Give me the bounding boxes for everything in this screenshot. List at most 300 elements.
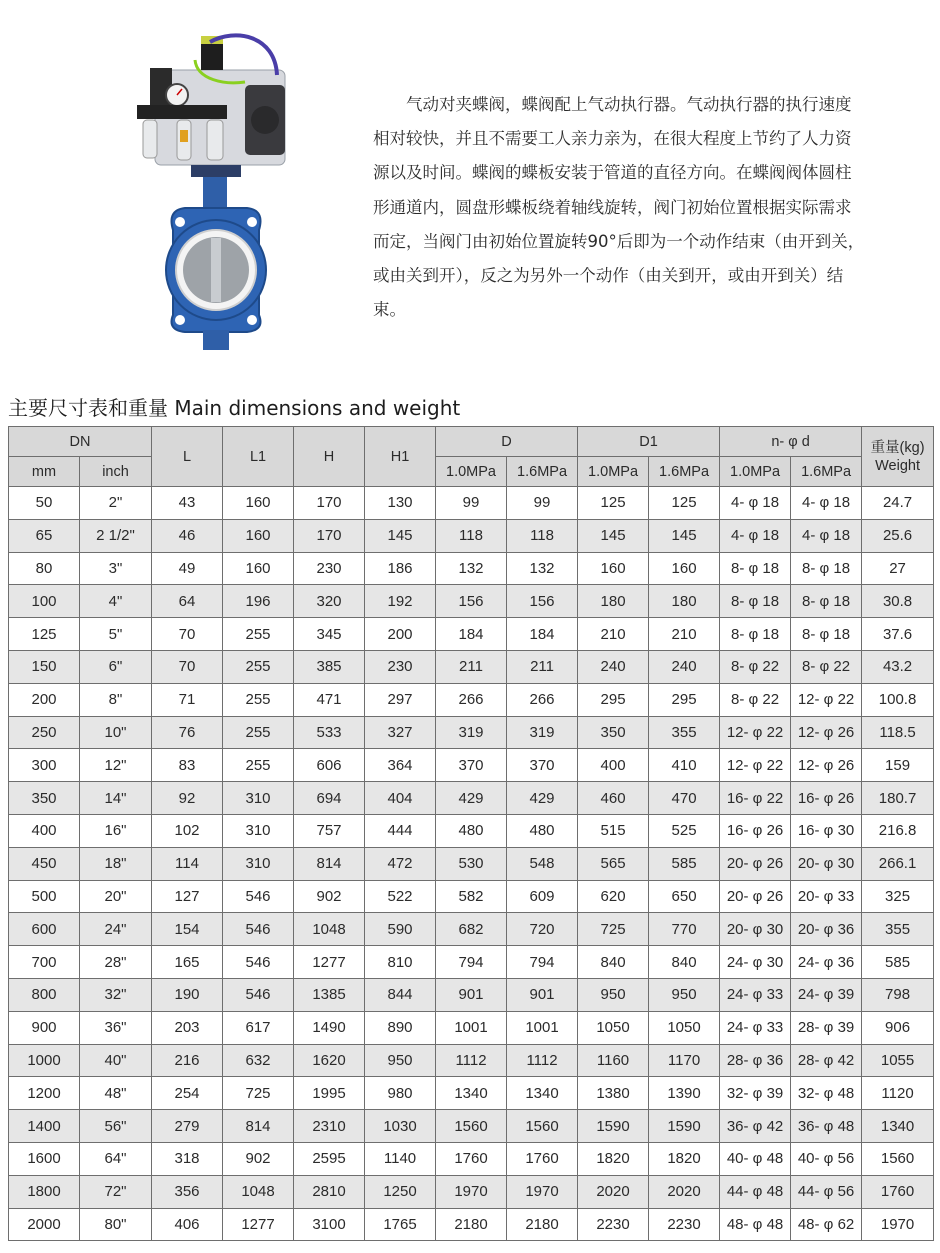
table-cell: 585 [862,946,934,979]
table-cell: 24- φ 30 [720,946,791,979]
table-cell: 16- φ 30 [791,814,862,847]
header-mm: mm [9,457,80,487]
table-cell: 310 [223,814,294,847]
table-cell: 1380 [578,1077,649,1110]
table-cell: 200 [9,683,80,716]
table-cell: 72" [80,1175,152,1208]
table-cell: 350 [9,782,80,815]
table-cell: 800 [9,978,80,1011]
table-cell: 180.7 [862,782,934,815]
table-cell: 682 [436,913,507,946]
table-cell: 1995 [294,1077,365,1110]
table-cell: 1050 [649,1011,720,1044]
table-cell: 24.7 [862,487,934,520]
table-cell: 1001 [507,1011,578,1044]
table-cell: 295 [649,683,720,716]
table-cell: 8" [80,683,152,716]
table-cell: 355 [862,913,934,946]
table-cell: 132 [507,552,578,585]
table-cell: 145 [365,519,436,552]
table-cell: 617 [223,1011,294,1044]
table-cell: 319 [436,716,507,749]
table-cell: 16" [80,814,152,847]
table-cell: 319 [507,716,578,749]
table-cell: 92 [152,782,223,815]
table-cell: 2810 [294,1175,365,1208]
table-cell: 1277 [223,1208,294,1241]
table-cell: 2000 [9,1208,80,1241]
table-cell: 1340 [862,1110,934,1143]
table-cell: 20- φ 26 [720,880,791,913]
table-row [9,1208,934,1241]
table-cell: 546 [223,880,294,913]
table-cell: 49 [152,552,223,585]
table-cell: 40" [80,1044,152,1077]
table-cell: 2 1/2" [80,519,152,552]
table-cell: 694 [294,782,365,815]
table-cell: 266.1 [862,847,934,880]
table-cell: 16- φ 26 [791,782,862,815]
table-cell: 1590 [649,1110,720,1143]
table-cell: 156 [436,585,507,618]
table-cell: 2230 [578,1208,649,1241]
table-cell: 20- φ 30 [720,913,791,946]
table-cell: 8- φ 18 [720,618,791,651]
table-cell: 145 [578,519,649,552]
table-cell: 100.8 [862,683,934,716]
table-row [9,913,934,946]
table-cell: 4- φ 18 [791,519,862,552]
table-cell: 814 [294,847,365,880]
header-pressure: 1.6MPa [507,457,578,487]
table-cell: 255 [223,650,294,683]
table-cell: 4- φ 18 [720,519,791,552]
table-cell: 2020 [649,1175,720,1208]
table-cell: 1048 [223,1175,294,1208]
table-cell: 950 [649,978,720,1011]
table-cell: 44- φ 56 [791,1175,862,1208]
table-body [9,487,934,1241]
table-cell: 902 [294,880,365,913]
table-cell: 4- φ 18 [720,487,791,520]
table-cell: 184 [507,618,578,651]
table-cell: 400 [9,814,80,847]
table-cell: 279 [152,1110,223,1143]
table-cell: 27 [862,552,934,585]
table-row [9,1175,934,1208]
table-cell: 99 [436,487,507,520]
table-cell: 725 [223,1077,294,1110]
table-row [9,585,934,618]
table-cell: 32" [80,978,152,1011]
table-cell: 546 [223,946,294,979]
table-cell: 48" [80,1077,152,1110]
table-cell: 1120 [862,1077,934,1110]
table-cell: 1250 [365,1175,436,1208]
header-h: H [294,427,365,487]
table-cell: 114 [152,847,223,880]
table-cell: 546 [223,913,294,946]
table-cell: 472 [365,847,436,880]
table-cell: 12- φ 22 [720,716,791,749]
table-cell: 609 [507,880,578,913]
table-cell: 159 [862,749,934,782]
table-cell: 480 [507,814,578,847]
header-d: D [436,427,578,457]
table-cell: 1001 [436,1011,507,1044]
table-cell: 1765 [365,1208,436,1241]
table-cell: 65 [9,519,80,552]
table-row [9,1110,934,1143]
table-cell: 170 [294,519,365,552]
table-cell: 48- φ 62 [791,1208,862,1241]
header-l: L [152,427,223,487]
table-cell: 2230 [649,1208,720,1241]
table-cell: 255 [223,749,294,782]
header-pressure: 1.0MPa [720,457,791,487]
table-cell: 24- φ 39 [791,978,862,1011]
table-cell: 794 [436,946,507,979]
table-cell: 71 [152,683,223,716]
table-cell: 548 [507,847,578,880]
table-cell: 70 [152,650,223,683]
table-cell: 1820 [649,1142,720,1175]
product-description [373,88,883,327]
table-row [9,487,934,520]
table-cell: 43.2 [862,650,934,683]
table-row [9,880,934,913]
table-cell: 36" [80,1011,152,1044]
table-row [9,618,934,651]
table-cell: 210 [578,618,649,651]
table-cell: 196 [223,585,294,618]
table-cell: 1030 [365,1110,436,1143]
table-cell: 12- φ 26 [791,716,862,749]
table-cell: 530 [436,847,507,880]
table-cell: 125 [578,487,649,520]
table-cell: 211 [507,650,578,683]
table-cell: 794 [507,946,578,979]
table-cell: 36- φ 42 [720,1110,791,1143]
table-cell: 12- φ 22 [791,683,862,716]
table-cell: 190 [152,978,223,1011]
table-cell: 8- φ 18 [720,585,791,618]
table-cell: 64 [152,585,223,618]
table-cell: 100 [9,585,80,618]
table-cell: 533 [294,716,365,749]
table-cell: 720 [507,913,578,946]
table-cell: 890 [365,1011,436,1044]
table-cell: 1340 [507,1077,578,1110]
table-cell: 650 [649,880,720,913]
table-cell: 345 [294,618,365,651]
table-cell: 525 [649,814,720,847]
table-cell: 6" [80,650,152,683]
description-line: 源以及时间。蝶阀的蝶板安装于管道的直径方向。在蝶阀阀体圆柱 [373,163,852,183]
table-cell: 25.6 [862,519,934,552]
table-cell: 364 [365,749,436,782]
table-cell: 32- φ 48 [791,1077,862,1110]
table-cell: 118 [436,519,507,552]
description-line: 相对较快，并且不需要工人亲力亲为，在很大程度上节约了人力资 [373,129,852,149]
table-cell: 1760 [862,1175,934,1208]
table-cell: 4- φ 18 [791,487,862,520]
table-cell: 840 [649,946,720,979]
header-h1: H1 [365,427,436,487]
table-cell: 240 [578,650,649,683]
table-row [9,782,934,815]
table-cell: 590 [365,913,436,946]
table-cell: 1200 [9,1077,80,1110]
table-cell: 70 [152,618,223,651]
table-cell: 8- φ 18 [791,618,862,651]
table-cell: 844 [365,978,436,1011]
table-cell: 2310 [294,1110,365,1143]
table-cell: 2180 [436,1208,507,1241]
table-cell: 318 [152,1142,223,1175]
table-cell: 320 [294,585,365,618]
pneumatic-butterfly-valve-image [125,30,295,360]
table-cell: 1800 [9,1175,80,1208]
header-inch: inch [80,457,152,487]
table-cell: 160 [578,552,649,585]
table-row [9,1044,934,1077]
table-cell: 118 [507,519,578,552]
description-line: 形通道内，圆盘形蝶板绕着轴线旋转，阀门初始位置根据实际需求 [373,197,852,217]
table-cell: 255 [223,683,294,716]
table-cell: 150 [9,650,80,683]
table-row [9,1077,934,1110]
table-cell: 12" [80,749,152,782]
table-cell: 192 [365,585,436,618]
table-cell: 1970 [507,1175,578,1208]
table-cell: 906 [862,1011,934,1044]
table-row [9,519,934,552]
header-weight-cn: 重量(kg) [870,439,925,456]
table-row [9,978,934,1011]
table-cell: 24- φ 36 [791,946,862,979]
header-pressure: 1.6MPa [791,457,862,487]
table-cell: 950 [365,1044,436,1077]
table-cell: 1590 [578,1110,649,1143]
table-cell: 250 [9,716,80,749]
table-cell: 160 [223,487,294,520]
table-cell: 132 [436,552,507,585]
table-cell: 356 [152,1175,223,1208]
table-cell: 1970 [436,1175,507,1208]
table-cell: 8- φ 18 [791,552,862,585]
header-pressure: 1.6MPa [649,457,720,487]
table-cell: 1560 [436,1110,507,1143]
table-cell: 28- φ 36 [720,1044,791,1077]
table-cell: 700 [9,946,80,979]
header-dn: DN [9,427,152,457]
table-cell: 18" [80,847,152,880]
table-cell: 410 [649,749,720,782]
table-cell: 480 [436,814,507,847]
table-cell: 56" [80,1110,152,1143]
table-cell: 184 [436,618,507,651]
table-cell: 840 [578,946,649,979]
table-cell: 48- φ 48 [720,1208,791,1241]
table-cell: 798 [862,978,934,1011]
table-cell: 546 [223,978,294,1011]
table-cell: 20- φ 36 [791,913,862,946]
table-cell: 16- φ 26 [720,814,791,847]
table-cell: 240 [649,650,720,683]
table-cell: 429 [436,782,507,815]
table-cell: 160 [223,519,294,552]
table-cell: 450 [9,847,80,880]
table-cell: 1112 [507,1044,578,1077]
table-cell: 900 [9,1011,80,1044]
table-cell: 8- φ 22 [791,650,862,683]
table-cell: 200 [365,618,436,651]
table-cell: 310 [223,782,294,815]
table-cell: 327 [365,716,436,749]
table-cell: 370 [507,749,578,782]
table-cell: 901 [507,978,578,1011]
table-cell: 1050 [578,1011,649,1044]
table-cell: 180 [649,585,720,618]
header-l1: L1 [223,427,294,487]
table-row [9,1142,934,1175]
table-cell: 2180 [507,1208,578,1241]
table-cell: 1048 [294,913,365,946]
table-cell: 266 [436,683,507,716]
table-cell: 125 [9,618,80,651]
table-cell: 1000 [9,1044,80,1077]
table-cell: 404 [365,782,436,815]
table-cell: 1560 [507,1110,578,1143]
table-cell: 1390 [649,1077,720,1110]
table-cell: 24" [80,913,152,946]
table-cell: 255 [223,716,294,749]
table-cell: 582 [436,880,507,913]
table-cell: 64" [80,1142,152,1175]
table-cell: 406 [152,1208,223,1241]
table-cell: 37.6 [862,618,934,651]
table-cell: 620 [578,880,649,913]
table-cell: 76 [152,716,223,749]
table-cell: 16- φ 22 [720,782,791,815]
table-cell: 1055 [862,1044,934,1077]
table-cell: 8- φ 22 [720,650,791,683]
table-cell: 211 [436,650,507,683]
table-cell: 370 [436,749,507,782]
table-cell: 20" [80,880,152,913]
table-cell: 50 [9,487,80,520]
section-title: 主要尺寸表和重量 Main dimensions and weight [8,396,461,420]
table-row [9,946,934,979]
table-cell: 1600 [9,1142,80,1175]
table-cell: 1277 [294,946,365,979]
table-cell: 230 [365,650,436,683]
table-cell: 28- φ 42 [791,1044,862,1077]
table-cell: 1760 [507,1142,578,1175]
table-cell: 515 [578,814,649,847]
table-cell: 5" [80,618,152,651]
table-cell: 522 [365,880,436,913]
table-cell: 600 [9,913,80,946]
header-weight [862,427,934,487]
table-row [9,1011,934,1044]
table-cell: 3" [80,552,152,585]
table-cell: 980 [365,1077,436,1110]
table-cell: 1400 [9,1110,80,1143]
table-cell: 80" [80,1208,152,1241]
table-cell: 1970 [862,1208,934,1241]
table-cell: 130 [365,487,436,520]
table-row [9,552,934,585]
table-cell: 565 [578,847,649,880]
table-cell: 254 [152,1077,223,1110]
table-cell: 460 [578,782,649,815]
table-cell: 20- φ 30 [791,847,862,880]
table-cell: 901 [436,978,507,1011]
table-cell: 83 [152,749,223,782]
header-weight-en: Weight [875,457,920,474]
table-cell: 385 [294,650,365,683]
table-cell: 1490 [294,1011,365,1044]
header-d1: D1 [578,427,720,457]
table-cell: 43 [152,487,223,520]
table-cell: 310 [223,847,294,880]
table-cell: 400 [578,749,649,782]
table-cell: 1385 [294,978,365,1011]
table-cell: 14" [80,782,152,815]
header-pressure: 1.0MPa [436,457,507,487]
table-cell: 470 [649,782,720,815]
table-cell: 266 [507,683,578,716]
table-cell: 814 [223,1110,294,1143]
table-cell: 471 [294,683,365,716]
table-cell: 770 [649,913,720,946]
table-cell: 36- φ 48 [791,1110,862,1143]
table-cell: 725 [578,913,649,946]
table-cell: 255 [223,618,294,651]
table-cell: 186 [365,552,436,585]
table-cell: 28" [80,946,152,979]
table-cell: 216.8 [862,814,934,847]
table-cell: 429 [507,782,578,815]
table-cell: 1140 [365,1142,436,1175]
table-cell: 160 [649,552,720,585]
table-cell: 632 [223,1044,294,1077]
description-line: 或由关到开），反之为另外一个动作（由关到开，或由开到关）结 [373,266,844,286]
table-cell: 216 [152,1044,223,1077]
table-cell: 125 [649,487,720,520]
table-cell: 203 [152,1011,223,1044]
table-row [9,650,934,683]
table-row [9,716,934,749]
table-cell: 102 [152,814,223,847]
table-row [9,683,934,716]
table-cell: 1760 [436,1142,507,1175]
dimensions-table [8,426,934,1241]
description-line: 气动对夹蝶阀，蝶阀配上气动执行器。气动执行器的执行速度 [373,95,852,114]
table-cell: 1620 [294,1044,365,1077]
table-cell: 4" [80,585,152,618]
table-cell: 118.5 [862,716,934,749]
table-cell: 300 [9,749,80,782]
table-cell: 44- φ 48 [720,1175,791,1208]
table-cell: 156 [507,585,578,618]
table-cell: 350 [578,716,649,749]
table-cell: 127 [152,880,223,913]
table-cell: 12- φ 22 [720,749,791,782]
table-cell: 606 [294,749,365,782]
